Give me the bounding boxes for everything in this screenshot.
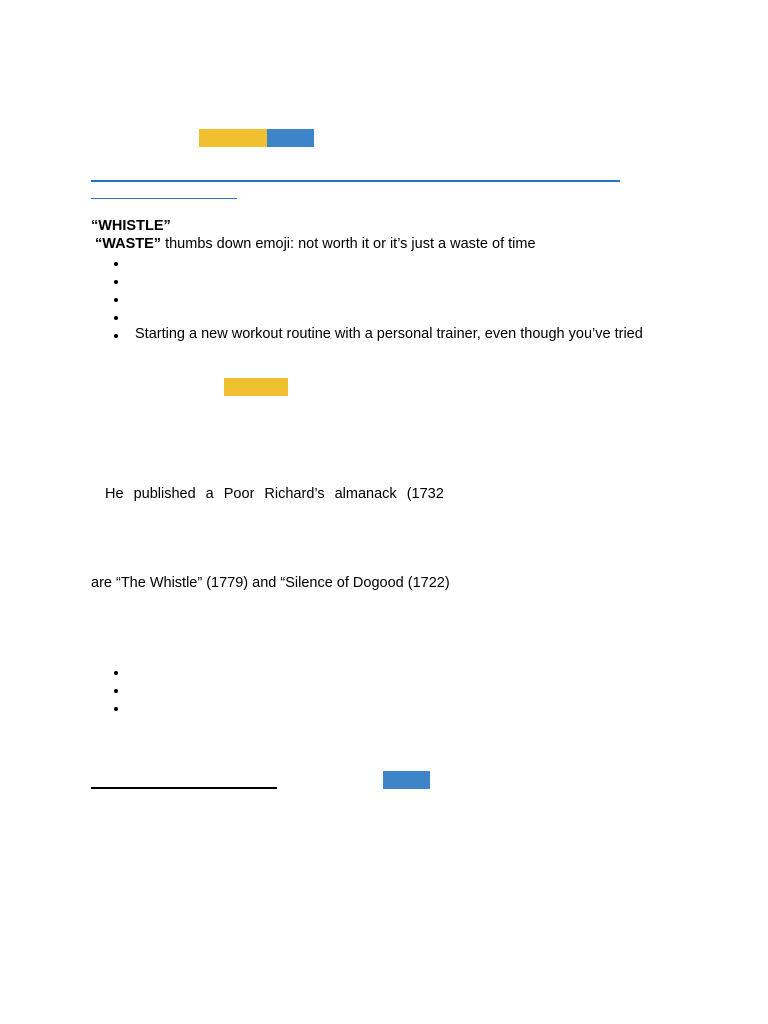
- bullet-3: [114, 298, 118, 302]
- highlight-blue-bottom: [383, 771, 430, 789]
- waste-definition: thumbs down emoji: not worth it or it’s just a waste of time: [161, 236, 536, 252]
- bullet-7: [114, 689, 118, 693]
- bullet-4: [114, 316, 118, 320]
- highlight-yellow-top: [199, 129, 267, 147]
- bullet-8: [114, 707, 118, 711]
- waste-definition-line: [95, 235, 536, 253]
- works-text: are “The Whistle” (1779) and “Silence of Dogood (1722): [91, 575, 450, 591]
- highlight-blue-top: [267, 129, 314, 147]
- title-rule: [91, 180, 620, 182]
- bullet-item-5-text: Starting a new workout routine with a personal trainer, even though you’ve tried: [135, 326, 643, 342]
- bullet-6: [114, 671, 118, 675]
- almanack-text: He published a Poor Richard’s almanack (1732: [105, 486, 444, 502]
- bullet-5: [114, 334, 118, 338]
- subtitle-rule: [91, 198, 237, 199]
- bullet-1: [114, 262, 118, 266]
- term-waste: “WASTE”: [95, 236, 162, 252]
- signature-rule: [91, 787, 277, 789]
- bullet-2: [114, 280, 118, 284]
- term-whistle: “WHISTLE”: [91, 218, 171, 234]
- highlight-yellow-middle: [224, 378, 288, 396]
